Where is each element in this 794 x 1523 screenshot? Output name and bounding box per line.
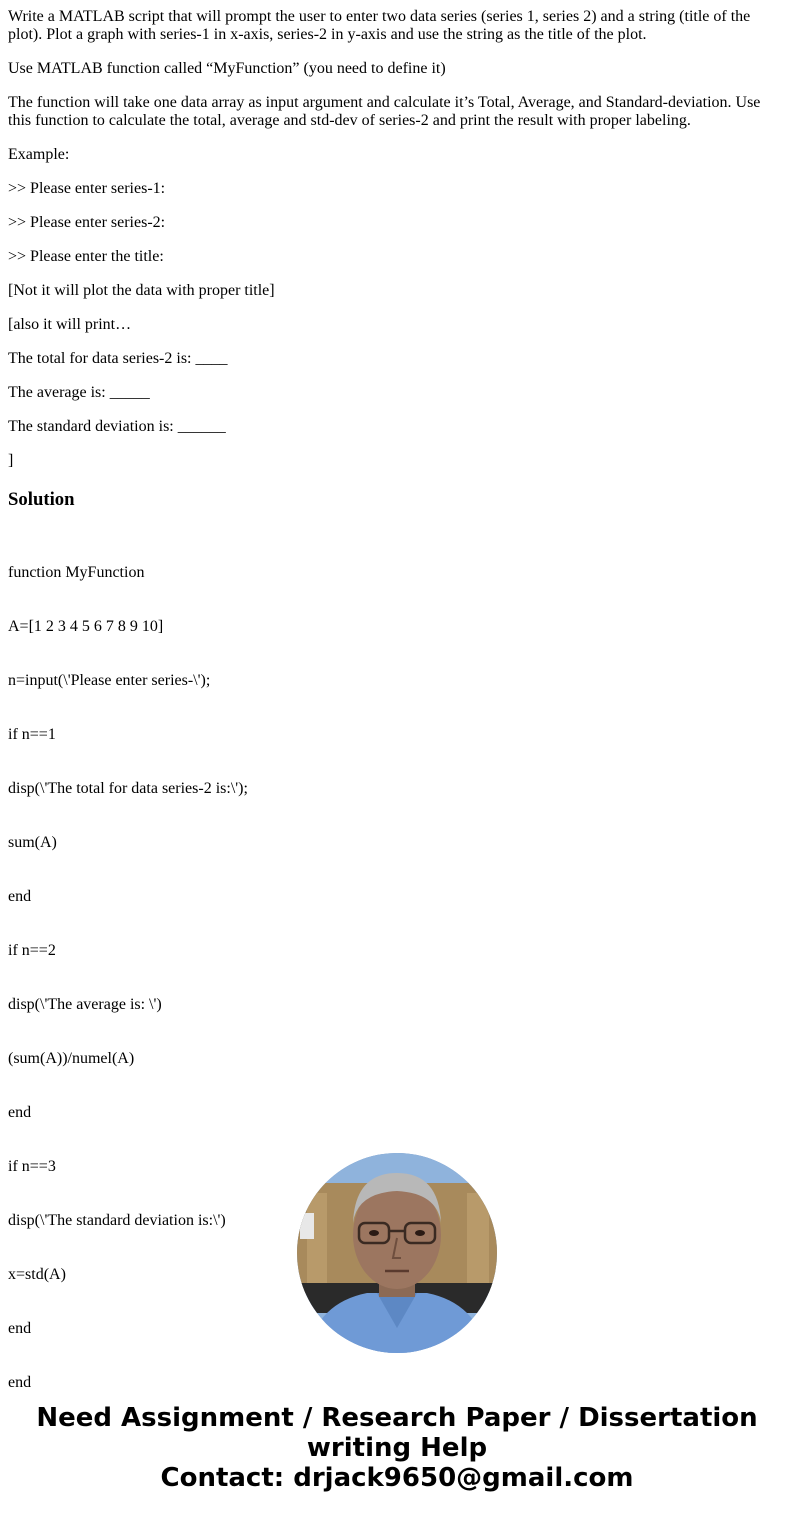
code-line: disp(\'The standard deviation is:\') bbox=[8, 1212, 226, 1229]
promo-banner bbox=[0, 1403, 794, 1493]
example-output-average: The average is: _____ bbox=[8, 384, 150, 401]
example-close-bracket: ] bbox=[8, 452, 14, 469]
question-paragraph-1: Write a MATLAB script that will prompt the user to enter two data series (series 1, series 2) and a string (title of the plot). Plot a graph with series-1 in x-axis, series-2 in y-axis and use the string as the title of the plot. bbox=[8, 8, 751, 43]
example-prompt-series-2: >> Please enter series-2: bbox=[8, 214, 166, 231]
person-photo-icon bbox=[297, 1153, 497, 1353]
code-line: end bbox=[8, 888, 32, 905]
code-line: if n==3 bbox=[8, 1158, 56, 1175]
example-output-stddev: The standard deviation is: ______ bbox=[8, 418, 226, 435]
code-line: end bbox=[8, 1104, 32, 1121]
code-line: disp(\'The total for data series-2 is:\'); bbox=[8, 780, 248, 797]
code-line: (sum(A))/numel(A) bbox=[8, 1050, 135, 1067]
promo-line-2: writing Help bbox=[306, 1433, 488, 1463]
solution-code bbox=[8, 528, 248, 1428]
code-line: n=input(\'Please enter series-\'); bbox=[8, 672, 211, 689]
example-note-plot: [Not it will plot the data with proper title] bbox=[8, 282, 275, 299]
example-prompt-series-1: >> Please enter series-1: bbox=[8, 180, 166, 197]
example-label: Example: bbox=[8, 146, 70, 163]
question-paragraph-3: The function will take one data array as input argument and calculate it’s Total, Average, and Standard-deviation. Use this function to calculate the total, average and std-dev of series-2 and print the result with proper labeling. bbox=[8, 94, 761, 129]
code-line: x=std(A) bbox=[8, 1266, 66, 1283]
code-line: A=[1 2 3 4 5 6 7 8 9 10] bbox=[8, 618, 164, 635]
code-line: function MyFunction bbox=[8, 564, 145, 581]
solution-heading: Solution bbox=[8, 489, 75, 510]
example-prompt-title: >> Please enter the title: bbox=[8, 248, 164, 265]
code-line: end bbox=[8, 1374, 32, 1391]
avatar-illustration bbox=[297, 1153, 497, 1353]
promo-contact: Contact: drjack9650@gmail.com bbox=[160, 1463, 634, 1493]
example-note-print: [also it will print… bbox=[8, 316, 132, 333]
question-paragraph-2: Use MATLAB function called “MyFunction” (you need to define it) bbox=[8, 60, 446, 77]
code-line: if n==1 bbox=[8, 726, 56, 743]
promo-line-1: Need Assignment / Research Paper / Dissertation bbox=[36, 1403, 758, 1433]
code-line: sum(A) bbox=[8, 834, 57, 851]
example-output-total: The total for data series-2 is: ____ bbox=[8, 350, 228, 367]
code-line: end bbox=[8, 1320, 32, 1337]
code-line: if n==2 bbox=[8, 942, 56, 959]
code-line: disp(\'The average is: \') bbox=[8, 996, 162, 1013]
